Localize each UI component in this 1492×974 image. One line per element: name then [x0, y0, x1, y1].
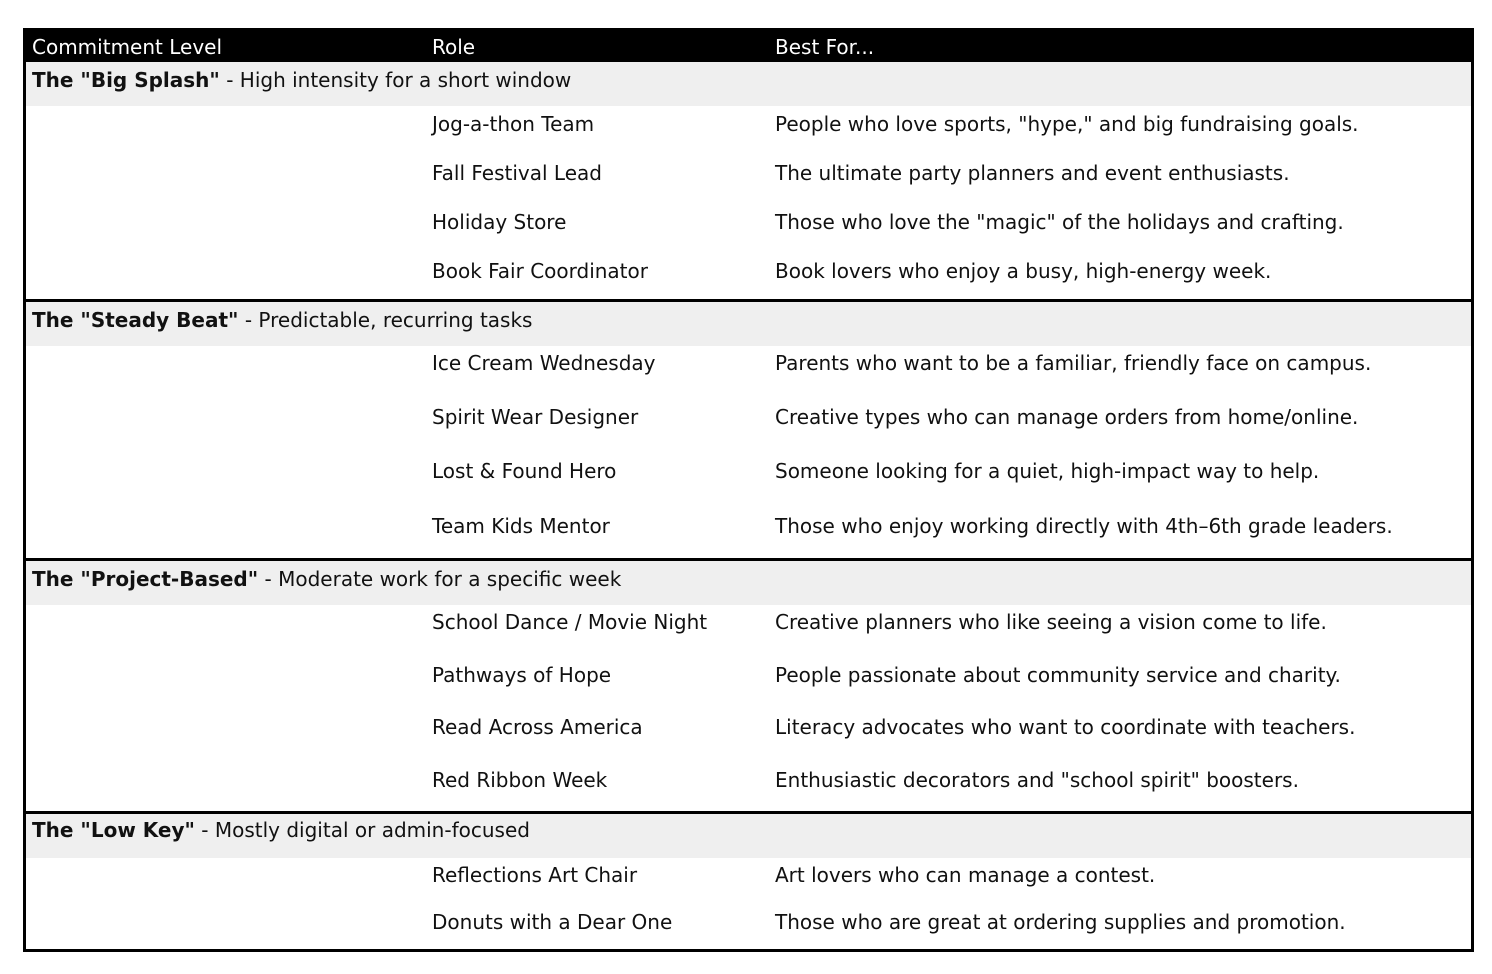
group-header-low-key	[26, 814, 1471, 858]
table-row	[26, 457, 1471, 487]
group-header-steady-beat	[26, 302, 1471, 346]
group-description: - Moderate work for a specific week	[258, 567, 622, 591]
table-row	[26, 349, 1471, 379]
role-cell: Holiday Store	[432, 210, 567, 234]
role-cell: Reflections Art Chair	[432, 863, 638, 887]
group-title: The "Big Splash"	[32, 68, 220, 92]
header-best-for: Best For...	[775, 35, 875, 59]
role-cell: School Dance / Movie Night	[432, 610, 708, 634]
table-row	[26, 861, 1471, 891]
table-row	[26, 908, 1471, 938]
best-for-cell: People who love sports, "hype," and big fundraising goals.	[775, 112, 1359, 136]
best-for-cell: Those who love the "magic" of the holidays and crafting.	[775, 210, 1344, 234]
group-description: - Predictable, recurring tasks	[238, 308, 533, 332]
group-description: - High intensity for a short window	[219, 68, 572, 92]
header-commitment-level: Commitment Level	[32, 35, 223, 59]
role-cell: Fall Festival Lead	[432, 161, 602, 185]
group-title: The "Steady Beat"	[32, 308, 239, 332]
table-row	[26, 661, 1471, 691]
group-title: The "Low Key"	[32, 818, 195, 842]
role-cell: Lost & Found Hero	[432, 459, 617, 483]
best-for-cell: Book lovers who enjoy a busy, high-energy week.	[775, 259, 1272, 283]
best-for-cell: Those who enjoy working directly with 4th–6th grade leaders.	[775, 514, 1393, 538]
best-for-cell: The ultimate party planners and event enthusiasts.	[775, 161, 1290, 185]
group-description: - Mostly digital or admin-focused	[194, 818, 530, 842]
best-for-cell: Someone looking for a quiet, high-impact way to help.	[775, 459, 1320, 483]
table-header-row	[26, 28, 1471, 62]
role-cell: Team Kids Mentor	[432, 514, 610, 538]
role-cell: Pathways of Hope	[432, 663, 612, 687]
role-cell: Jog-a-thon Team	[432, 112, 595, 136]
volunteer-roles-table	[23, 28, 1474, 952]
best-for-cell: Those who are great at ordering supplies and promotion.	[775, 910, 1346, 934]
group-header-project-based	[26, 561, 1471, 605]
table-row	[26, 159, 1471, 189]
best-for-cell: Creative types who can manage orders from home/online.	[775, 405, 1359, 429]
table-row	[26, 110, 1471, 140]
best-for-cell: Creative planners who like seeing a vision come to life.	[775, 610, 1327, 634]
table-row	[26, 766, 1471, 796]
header-role: Role	[432, 35, 476, 59]
best-for-cell: Art lovers who can manage a contest.	[775, 863, 1156, 887]
best-for-cell: Enthusiastic decorators and "school spirit" boosters.	[775, 768, 1299, 792]
best-for-cell: People passionate about community service and charity.	[775, 663, 1341, 687]
role-cell: Read Across America	[432, 715, 643, 739]
table-row	[26, 257, 1471, 287]
role-cell: Donuts with a Dear One	[432, 910, 673, 934]
table-row	[26, 608, 1471, 638]
role-cell: Ice Cream Wednesday	[432, 351, 656, 375]
best-for-cell: Parents who want to be a familiar, friendly face on campus.	[775, 351, 1372, 375]
best-for-cell: Literacy advocates who want to coordinate with teachers.	[775, 715, 1356, 739]
role-cell: Spirit Wear Designer	[432, 405, 639, 429]
table-row	[26, 512, 1471, 542]
group-header-big-splash	[26, 62, 1471, 106]
table-row	[26, 208, 1471, 238]
group-title: The "Project-Based"	[32, 567, 259, 591]
role-cell: Red Ribbon Week	[432, 768, 608, 792]
table-row	[26, 713, 1471, 743]
table-row	[26, 403, 1471, 433]
role-cell: Book Fair Coordinator	[432, 259, 648, 283]
